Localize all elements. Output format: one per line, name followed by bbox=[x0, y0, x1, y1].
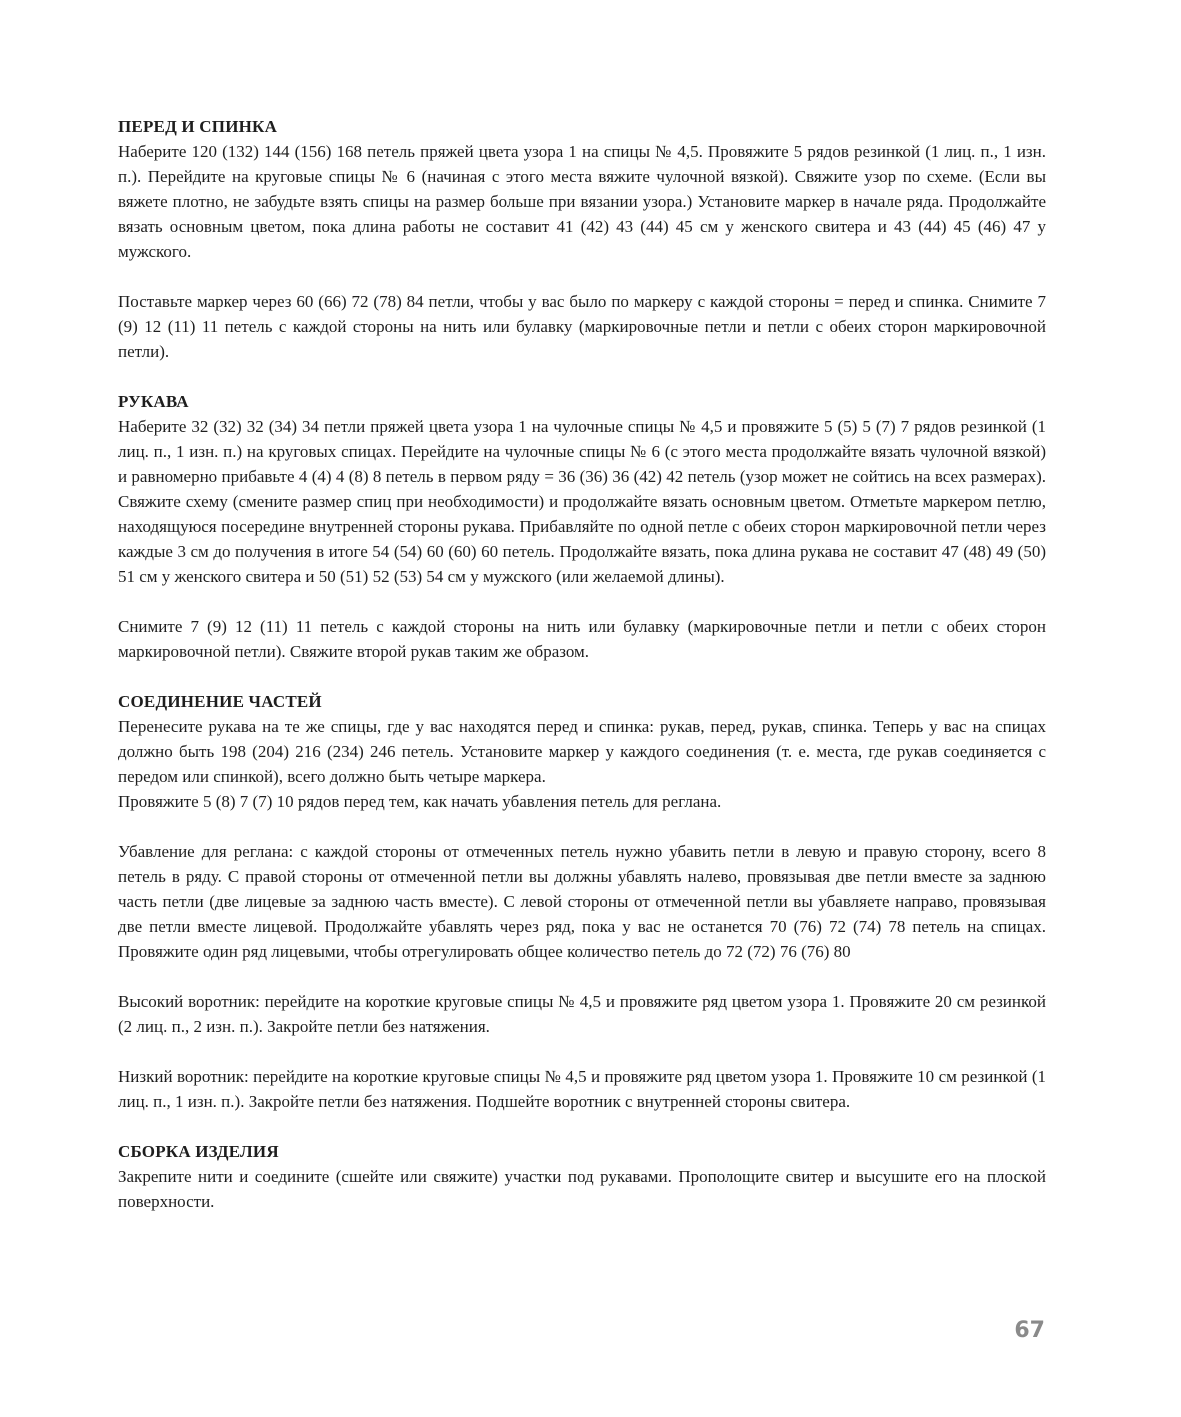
section-gap bbox=[118, 664, 1046, 689]
heading-joining: СОЕДИНЕНИЕ ЧАСТЕЙ bbox=[118, 692, 322, 711]
paragraph-joining-2: Провяжите 5 (8) 7 (7) 10 рядов перед тем, как начать убавления петель для реглана. bbox=[118, 792, 722, 811]
paragraph-gap bbox=[118, 589, 1046, 614]
paragraph-sleeves-2: Снимите 7 (9) 12 (11) 11 петель с каждой стороны на нить или булавку (маркировочные петли и петли с обеих сторон маркировочной петли). Свяжите второй рукав таким же образом. bbox=[118, 617, 1046, 661]
paragraph-gap bbox=[118, 964, 1046, 989]
paragraph-gap bbox=[118, 814, 1046, 839]
paragraph-front-back-1: Наберите 120 (132) 144 (156) 168 петель пряжей цвета узора 1 на спицы № 4,5. Провяжите 5 рядов резинкой (1 лиц. п., 1 изн. п.). Перейдите на круговые спицы № 6 (начиная с этого места вяжите чулочной вязкой). Свяжите узор по схеме. (Если вы вяжете плотно, не забудьте взять спицы на размер больше при вязании узора.) Установите маркер в начале ряда. Продолжайте вязать основным цветом, пока длина работы не составит 41 (42) 43 (44) 45 см у женского свитера и 43 (44) 45 (46) 47 у мужского. bbox=[118, 142, 1046, 261]
heading-front-back: ПЕРЕД И СПИНКА bbox=[118, 117, 278, 136]
paragraph-gap bbox=[118, 1039, 1046, 1064]
paragraph-gap bbox=[118, 264, 1046, 289]
paragraph-joining-1: Перенесите рукава на те же спицы, где у вас находятся перед и спинка: рукав, перед, рукав, спинка. Теперь у вас на спицах должно быть 198 (204) 216 (234) 246 петель. Установите маркер у каждого соединения (т. е. места, где рукав соединяется с передом или спинкой), всего должно быть четыре маркера. bbox=[118, 717, 1046, 786]
page-number: 67 bbox=[1014, 1318, 1045, 1343]
paragraph-raglan-decrease: Убавление для реглана: с каждой стороны от отмеченных петель нужно убавить петли в левую и правую сторону, всего 8 петель в ряду. С правой стороны от отмеченной петли вы должны убавлять налево, провязывая две петли вместе за заднюю часть петли (две лицевые за заднюю часть вместе). С левой стороны от отмеченной петли вы убавляете направо, провязывая две петли вместе лицевой. Продолжайте убавлять через ряд, пока у вас не останется 70 (76) 72 (74) 78 петель на спицах. Провяжите один ряд лицевыми, чтобы отрегулировать общее количество петель до 72 (72) 76 (76) 80 bbox=[118, 842, 1046, 961]
paragraph-high-collar: Высокий воротник: перейдите на короткие круговые спицы № 4,5 и провяжите ряд цветом узора 1. Провяжите 20 см резинкой (2 лиц. п., 2 изн. п.). Закройте петли без натяжения. bbox=[118, 992, 1046, 1036]
section-gap bbox=[118, 1114, 1046, 1139]
paragraph-assembly: Закрепите нити и соедините (сшейте или свяжите) участки под рукавами. Прополощите свитер и высушите его на плоской поверхности. bbox=[118, 1167, 1046, 1211]
heading-assembly: СБОРКА ИЗДЕЛИЯ bbox=[118, 1142, 279, 1161]
paragraph-low-collar: Низкий воротник: перейдите на короткие круговые спицы № 4,5 и провяжите ряд цветом узора 1. Провяжите 10 см резинкой (1 лиц. п., 1 изн. п.). Закройте петли без натяжения. Подшейте воротник с внутренней стороны свитера. bbox=[118, 1067, 1046, 1111]
paragraph-front-back-2: Поставьте маркер через 60 (66) 72 (78) 84 петли, чтобы у вас было по маркеру с каждой стороны = перед и спинка. Снимите 7 (9) 12 (11) 11 петель с каждой стороны на нить или булавку (маркировочные петли и петли с обеих сторон маркировочной петли). bbox=[118, 292, 1046, 361]
section-gap bbox=[118, 364, 1046, 389]
paragraph-sleeves-1: Наберите 32 (32) 32 (34) 34 петли пряжей цвета узора 1 на чулочные спицы № 4,5 и провяжите 5 (5) 5 (7) 7 рядов резинкой (1 лиц. п., 1 изн. п.) на круговых спицах. Перейдите на чулочные спицы № 6 (с этого места продолжайте вязать чулочной вязкой) и равномерно прибавьте 4 (4) 4 (8) 8 петель в первом ряду = 36 (36) 36 (42) 42 петель (узор может не сойтись на всех размерах). Свяжите схему (смените размер спиц при необходимости) и продолжайте вязать основным цветом. Отметьте маркером петлю, находящуюся посередине внутренней стороны рукава. Прибавляйте по одной петле с обеих сторон маркировочной петли через каждые 3 см до получения в итоге 54 (54) 60 (60) 60 петель. Продолжайте вязать, пока длина рукава не составит 47 (48) 49 (50) 51 см у женского свитера и 50 (51) 52 (53) 54 см у мужского (или желаемой длины). bbox=[118, 417, 1046, 586]
page-content bbox=[118, 114, 1046, 1214]
heading-sleeves: РУКАВА bbox=[118, 392, 189, 411]
